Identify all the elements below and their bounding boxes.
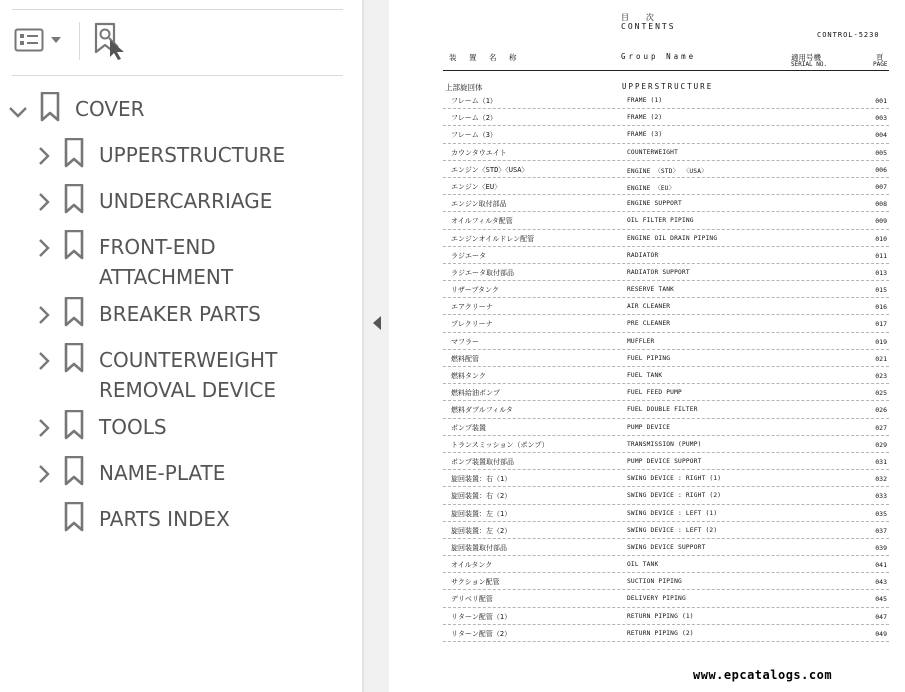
row-page: 033 bbox=[875, 492, 887, 501]
table-row bbox=[443, 264, 889, 281]
bookmark-icon bbox=[64, 456, 84, 486]
table-row bbox=[443, 178, 889, 195]
bookmark-breaker-parts[interactable] bbox=[0, 297, 362, 329]
column-header-name-jp: 装 置 名 称 bbox=[449, 53, 521, 62]
bookmark-icon bbox=[64, 138, 84, 168]
table-row bbox=[443, 419, 889, 436]
row-page: 047 bbox=[875, 612, 887, 621]
bookmark-label: TOOLS bbox=[99, 415, 167, 439]
table-row bbox=[443, 315, 889, 332]
row-page: 008 bbox=[875, 200, 887, 209]
row-page: 029 bbox=[875, 440, 887, 449]
row-group-name: OIL FILTER PIPING bbox=[627, 217, 694, 225]
row-name-jp: エンジン取付部品 bbox=[451, 200, 507, 209]
bookmark-parts-index[interactable] bbox=[0, 502, 362, 534]
table-row bbox=[443, 522, 889, 539]
bookmarks-panel bbox=[0, 0, 362, 692]
bookmark-label: BREAKER PARTS bbox=[99, 302, 261, 326]
bookmark-label: COUNTERWEIGHT REMOVAL DEVICE bbox=[99, 348, 278, 402]
table-row bbox=[443, 401, 889, 418]
row-page: 025 bbox=[875, 389, 887, 398]
row-page: 004 bbox=[875, 131, 887, 140]
chevron-right-icon[interactable] bbox=[34, 234, 54, 262]
row-name-jp: ポンプ装置取付部品 bbox=[451, 457, 514, 466]
row-group-name: DELIVERY PIPING bbox=[627, 595, 686, 603]
row-page: 003 bbox=[875, 114, 887, 123]
row-group-name: COUNTERWEIGHT bbox=[627, 148, 679, 156]
row-name-jp: フレーム（2） bbox=[451, 114, 497, 123]
table-row bbox=[443, 247, 889, 264]
row-group-name: SUCTION PIPING bbox=[627, 578, 682, 586]
table-row bbox=[443, 350, 889, 367]
row-group-name: ENGINE 〈EU〉 bbox=[627, 184, 676, 192]
chevron-right-icon[interactable] bbox=[34, 188, 54, 216]
row-group-name: AIR CLEANER bbox=[627, 303, 671, 311]
row-group-name: FRAME (1) bbox=[627, 97, 663, 104]
document-page bbox=[389, 0, 905, 692]
table-row bbox=[443, 333, 889, 350]
row-page: 021 bbox=[875, 354, 887, 363]
bookmark-counterweight-removal-device[interactable] bbox=[0, 343, 362, 405]
row-group-name: MUFFLER bbox=[627, 337, 655, 345]
contents-title: CONTENTS bbox=[621, 22, 676, 31]
row-name-jp: オイルタンク bbox=[451, 561, 493, 570]
row-name-jp: フレーム（1） bbox=[451, 97, 497, 105]
row-group-name: SWING DEVICE : LEFT (2) bbox=[627, 526, 718, 534]
row-page: 016 bbox=[875, 303, 887, 312]
row-page: 041 bbox=[875, 561, 887, 570]
bookmark-icon bbox=[40, 92, 60, 122]
row-page: 027 bbox=[875, 423, 887, 432]
row-name-jp: トランスミッション（ポンプ） bbox=[451, 440, 549, 449]
row-group-name: TRANSMISSION (PUMP) bbox=[627, 440, 702, 448]
column-header-serial: SERIAL NO. bbox=[791, 61, 828, 68]
table-row bbox=[443, 487, 889, 504]
bookmark-tools[interactable] bbox=[0, 410, 362, 442]
table-row bbox=[443, 144, 889, 161]
contents-title-jp: 目 次 bbox=[621, 13, 660, 22]
chevron-right-icon[interactable] bbox=[34, 142, 54, 170]
row-page: 043 bbox=[875, 578, 887, 587]
bookmark-undercarriage[interactable] bbox=[0, 184, 362, 216]
toolbar-vertical-divider bbox=[79, 22, 80, 60]
row-page: 035 bbox=[875, 509, 887, 518]
column-header-page: PAGE bbox=[873, 61, 888, 68]
table-row bbox=[443, 590, 889, 607]
row-group-name: ENGINE 〈STD〉 〈USA〉 bbox=[627, 167, 708, 175]
column-header-group-name: Group Name bbox=[621, 52, 697, 61]
new-bookmark-icon bbox=[92, 22, 128, 60]
row-name-jp: カウンタウエイト bbox=[451, 148, 507, 157]
chevron-right-icon[interactable] bbox=[34, 347, 54, 375]
bookmark-icon bbox=[64, 410, 84, 440]
row-page: 045 bbox=[875, 595, 887, 604]
row-page: 039 bbox=[875, 543, 887, 552]
row-group-name: SWING DEVICE : RIGHT (1) bbox=[627, 475, 722, 483]
row-name-jp: 燃料ダブルフィルタ bbox=[451, 406, 513, 415]
row-page: 011 bbox=[875, 251, 887, 260]
row-name-jp: 旋回装置：右（2） bbox=[451, 492, 512, 501]
row-page: 007 bbox=[875, 182, 887, 191]
row-page: 006 bbox=[875, 165, 887, 174]
chevron-down-icon[interactable] bbox=[8, 98, 28, 126]
row-name-jp: 旋回装置：左（1） bbox=[451, 509, 512, 518]
column-header-page-jp: 頁 bbox=[876, 53, 884, 62]
table-row bbox=[443, 453, 889, 470]
row-group-name: FRAME (2) bbox=[627, 114, 663, 122]
row-group-name: FUEL DOUBLE FILTER bbox=[627, 406, 698, 414]
row-name-jp: 旋回装置取付部品 bbox=[451, 543, 507, 552]
row-group-name: PUMP DEVICE bbox=[627, 423, 671, 431]
table-row bbox=[443, 436, 889, 453]
row-name-jp: エンジン〈STD〉〈USA〉 bbox=[451, 165, 529, 174]
contents-table bbox=[443, 92, 889, 642]
row-group-name: RETURN PIPING (1) bbox=[627, 612, 694, 620]
collapse-panel-button[interactable] bbox=[370, 313, 384, 333]
row-page: 049 bbox=[875, 629, 887, 638]
bookmark-icon bbox=[64, 230, 84, 260]
table-row bbox=[443, 281, 889, 298]
row-name-jp: 旋回装置：右（1） bbox=[451, 475, 512, 484]
row-page: 010 bbox=[875, 234, 887, 243]
bookmark-cover[interactable] bbox=[0, 92, 362, 124]
row-name-jp: 旋回装置：左（2） bbox=[451, 526, 512, 535]
row-group-name: PRE CLEANER bbox=[627, 320, 671, 328]
table-row bbox=[443, 384, 889, 401]
row-group-name: SWING DEVICE : RIGHT (2) bbox=[627, 492, 722, 500]
row-group-name: SWING DEVICE SUPPORT bbox=[627, 543, 706, 551]
row-name-jp: エアクリーナ bbox=[451, 303, 493, 312]
bookmark-label: UPPERSTRUCTURE bbox=[99, 143, 286, 167]
row-page: 017 bbox=[875, 320, 887, 329]
bookmark-upperstructure[interactable] bbox=[0, 138, 362, 170]
table-row bbox=[443, 126, 889, 143]
row-name-jp: 燃料配管 bbox=[451, 354, 479, 363]
table-row bbox=[443, 470, 889, 487]
row-group-name: OIL TANK bbox=[627, 561, 659, 569]
row-page: 019 bbox=[875, 337, 887, 346]
bookmark-name-plate[interactable] bbox=[0, 456, 362, 488]
row-name-jp: プレクリーナ bbox=[451, 320, 493, 329]
row-page: 023 bbox=[875, 372, 887, 380]
table-row bbox=[443, 625, 889, 642]
row-page: 015 bbox=[875, 286, 887, 295]
row-name-jp: マフラー bbox=[451, 337, 479, 346]
row-group-name: RETURN PIPING (2) bbox=[627, 629, 694, 637]
options-list-icon bbox=[14, 26, 66, 56]
chevron-right-icon[interactable] bbox=[34, 414, 54, 442]
row-name-jp: ポンプ装置 bbox=[451, 423, 486, 432]
collapse-strip bbox=[364, 0, 389, 692]
table-row bbox=[443, 230, 889, 247]
bookmark-icon bbox=[64, 502, 84, 532]
row-page: 001 bbox=[875, 97, 887, 105]
row-name-jp: オイルフィルタ配管 bbox=[451, 217, 513, 226]
row-group-name: SWING DEVICE : LEFT (1) bbox=[627, 509, 718, 517]
row-page: 009 bbox=[875, 217, 887, 226]
row-group-name: FUEL TANK bbox=[627, 372, 663, 379]
toolbar-bottom-divider bbox=[12, 75, 343, 76]
row-name-jp: リターン配管（2） bbox=[451, 629, 512, 638]
row-page: 005 bbox=[875, 148, 887, 157]
header-rule bbox=[443, 70, 889, 71]
bookmark-label: COVER bbox=[75, 97, 145, 121]
table-row bbox=[443, 161, 889, 178]
row-name-jp: 燃料給油ポンプ bbox=[451, 389, 500, 398]
row-page: 032 bbox=[875, 475, 887, 484]
bookmark-options-button[interactable] bbox=[14, 26, 66, 56]
row-name-jp: ラジエータ bbox=[451, 251, 486, 260]
row-group-name: FUEL PIPING bbox=[627, 354, 671, 362]
row-name-jp: ラジエータ取付部品 bbox=[451, 268, 514, 277]
bookmark-label: PARTS INDEX bbox=[99, 507, 230, 531]
row-group-name: PUMP DEVICE SUPPORT bbox=[627, 457, 702, 465]
table-row bbox=[443, 539, 889, 556]
row-group-name: RESERVE TANK bbox=[627, 286, 675, 294]
watermark-url: www.epcatalogs.com bbox=[693, 668, 833, 682]
bookmark-label: UNDERCARRIAGE bbox=[99, 189, 273, 213]
triangle-left-icon bbox=[370, 313, 384, 333]
row-group-name: FUEL FEED PUMP bbox=[627, 389, 682, 397]
toolbar-top-divider bbox=[12, 9, 343, 10]
row-group-name: ENGINE OIL DRAIN PIPING bbox=[627, 234, 718, 242]
row-group-name: RADIATOR SUPPORT bbox=[627, 268, 690, 276]
row-page: 013 bbox=[875, 268, 887, 277]
column-header-serial-jp: 適用号機 bbox=[791, 53, 821, 62]
table-row bbox=[443, 608, 889, 625]
row-group-name: FRAME (3) bbox=[627, 131, 663, 139]
row-group-name: ENGINE SUPPORT bbox=[627, 200, 682, 208]
bookmark-icon bbox=[64, 297, 84, 327]
bookmark-icon bbox=[64, 184, 84, 214]
row-name-jp: デリベリ配管 bbox=[451, 595, 493, 604]
table-row bbox=[443, 212, 889, 229]
table-row bbox=[443, 298, 889, 315]
table-row bbox=[443, 109, 889, 126]
row-page: 026 bbox=[875, 406, 887, 415]
table-row bbox=[443, 505, 889, 522]
bookmark-label: NAME-PLATE bbox=[99, 461, 226, 485]
row-group-name: RADIATOR bbox=[627, 251, 659, 259]
table-row bbox=[443, 195, 889, 212]
row-name-jp: フレーム（3） bbox=[451, 131, 497, 140]
bookmarks-toolbar bbox=[0, 0, 362, 76]
section-title-jp: 上部旋回体 bbox=[445, 83, 483, 92]
row-name-jp: リターン配管（1） bbox=[451, 612, 512, 621]
row-page: 031 bbox=[875, 457, 887, 466]
chevron-right-icon[interactable] bbox=[34, 460, 54, 488]
row-name-jp: エンジンオイルドレン配管 bbox=[451, 234, 535, 243]
row-name-jp: 燃料タンク bbox=[451, 372, 486, 380]
chevron-right-icon[interactable] bbox=[34, 301, 54, 329]
bookmark-label: FRONT-END ATTACHMENT bbox=[99, 235, 234, 289]
new-bookmark-button[interactable] bbox=[92, 22, 128, 60]
bookmark-icon bbox=[64, 343, 84, 373]
table-row bbox=[443, 92, 889, 109]
row-name-jp: リザーブタンク bbox=[451, 286, 499, 295]
control-number: CONTROL-5230 bbox=[817, 31, 880, 39]
section-title: UPPERSTRUCTURE bbox=[622, 82, 714, 91]
table-row bbox=[443, 556, 889, 573]
row-name-jp: エンジン〈EU〉 bbox=[451, 182, 502, 191]
bookmark-front-end-attachment[interactable] bbox=[0, 230, 362, 292]
chevron-down-icon bbox=[51, 37, 61, 43]
table-row bbox=[443, 367, 889, 384]
table-row bbox=[443, 573, 889, 590]
row-name-jp: サクション配管 bbox=[451, 578, 500, 587]
row-page: 037 bbox=[875, 526, 887, 535]
